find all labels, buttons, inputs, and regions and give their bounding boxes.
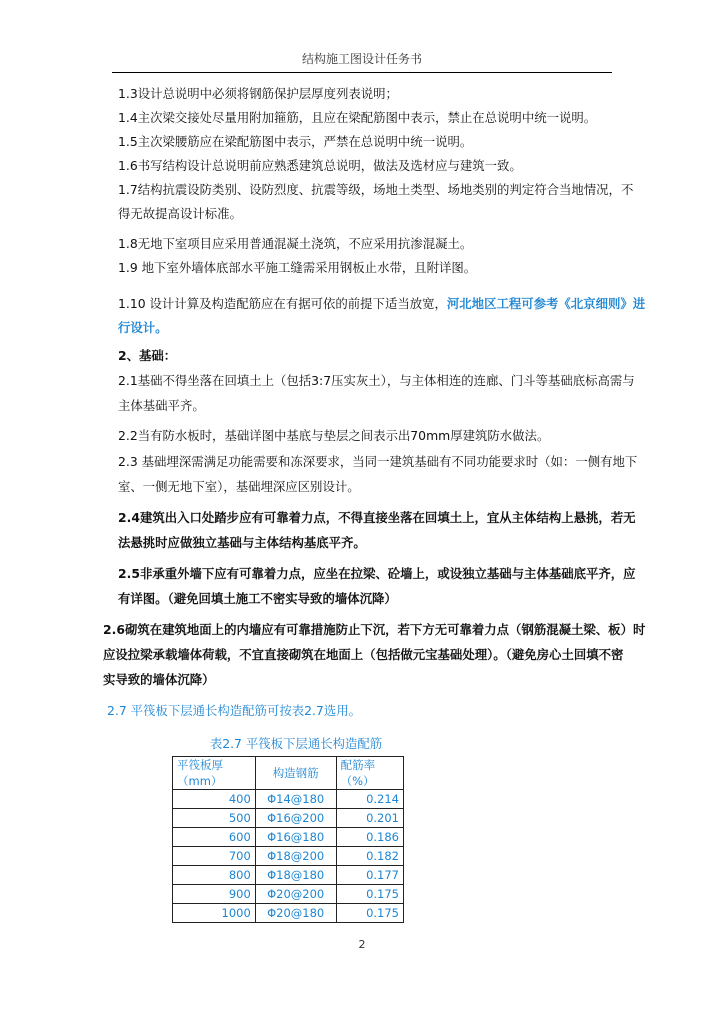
text-line: [118, 259, 476, 277]
text-line: [118, 295, 645, 313]
text-line-content: 2、基础：: [118, 348, 177, 363]
text-line-content: 得无故提高设计标准。: [118, 206, 242, 221]
table-row: [173, 847, 404, 866]
header-thickness-unit: （mm）: [177, 774, 223, 788]
text-line: [118, 534, 366, 552]
text-line-content: 2.6砌筑在建筑地面上的内墙应有可靠措施防止下沉，若下方无可靠着力点（钢筋混凝土梁、板）时: [103, 622, 646, 637]
text-line-content: 1.4主次梁交接处尽量用附加箍筋，且应在梁配筋图中表示，禁止在总说明中统一说明。: [118, 110, 597, 125]
text-line: [118, 319, 168, 337]
header-ratio-unit: （%）: [340, 774, 375, 788]
text-line: [103, 671, 215, 689]
text-line-content: 1.9 地下室外墙体底部水平施工缝需采用钢板止水带，且附详图。: [118, 260, 477, 275]
table-row: [173, 809, 404, 828]
text-line-content: 主体基础平齐。: [118, 398, 205, 413]
text-line-content: 1.6书写结构设计总说明前应熟悉建筑总说明，做法及选材应与建筑一致。: [118, 158, 522, 173]
cell-thickness: 1000: [173, 904, 256, 923]
table-row: [173, 828, 404, 847]
header-rebar: [255, 757, 336, 790]
header-ratio-label: 配筋率: [340, 758, 376, 772]
cell-rebar: Φ16@180: [255, 828, 336, 847]
table-row: [173, 885, 404, 904]
cell-ratio: 0.214: [336, 790, 403, 809]
cell-thickness: 400: [173, 790, 256, 809]
text-line: [118, 133, 472, 151]
text-line-content: 1.3设计总说明中必须将钢筋保护层厚度列表说明；: [118, 86, 398, 101]
cell-ratio: 0.201: [336, 809, 403, 828]
text-line-content: 实导致的墙体沉降）: [103, 672, 215, 687]
text-line: [118, 181, 633, 199]
cell-rebar: Φ16@200: [255, 809, 336, 828]
header-rebar-label: 构造钢筋: [272, 766, 319, 780]
text-line-content: 2.3 基础埋深需满足功能需要和冻深要求，当同一建筑基础有不同功能要求时（如：一侧有地下: [118, 454, 638, 469]
text-line: [118, 235, 472, 253]
table-row: [173, 790, 404, 809]
text-line: [118, 205, 242, 223]
page-header-title: 结构施工图设计任务书: [301, 52, 422, 66]
cell-thickness: 900: [173, 885, 256, 904]
cell-rebar: Φ20@180: [255, 904, 336, 923]
cell-ratio: 0.182: [336, 847, 403, 866]
rebar-table: [172, 756, 404, 923]
text-line: [118, 347, 176, 365]
cell-rebar: Φ14@180: [255, 790, 336, 809]
cell-ratio: 0.175: [336, 885, 403, 904]
cell-thickness: 800: [173, 866, 256, 885]
header-thickness: [173, 757, 256, 790]
text-line: [118, 427, 549, 445]
text-line-content: 1.7结构抗震设防类别、设防烈度、抗震等级，场地土类型、场地类别的判定符合当地情况，不: [118, 182, 634, 197]
text-line: [118, 590, 397, 608]
table-caption: 表2.7 平筏板下层通长构造配筋: [209, 736, 383, 751]
text-line-content: 2.5非承重外墙下应有可靠着力点，应坐在拉梁、砼墙上，或设独立基础与主体基础底平齐，应: [118, 566, 636, 581]
text-line-content: 有详图。（避免回填土施工不密实导致的墙体沉降）: [118, 591, 397, 606]
text-line-content: 2.4建筑出入口处踏步应有可靠着力点，不得直接坐落在回填土上，宜从主体结构上悬挑，若无: [118, 510, 636, 525]
text-line-content: 1.5主次梁腰筋应在梁配筋图中表示，严禁在总说明中统一说明。: [118, 134, 473, 149]
text-line: [118, 565, 636, 583]
text-line-content: 法悬挑时应做独立基础与主体结构基底平齐。: [118, 535, 366, 550]
text-line: [118, 453, 637, 471]
cell-ratio: 0.177: [336, 866, 403, 885]
header-ratio: [336, 757, 403, 790]
text-line: [118, 85, 398, 103]
cell-ratio: 0.175: [336, 904, 403, 923]
cell-thickness: 600: [173, 828, 256, 847]
table-row: [173, 904, 404, 923]
text-line: [107, 702, 361, 720]
cell-rebar: Φ18@180: [255, 866, 336, 885]
table-header-row: [173, 757, 404, 790]
text-line-content: 行设计。: [118, 320, 168, 335]
text-line-content: 室、一侧无地下室），基础埋深应区别设计。: [118, 479, 360, 494]
text-line-content: 2.1基础不得坐落在回填土上（包括3:7压实灰土），与主体相连的连廊、门斗等基础底标高需与: [118, 373, 635, 388]
text-line-content: 1.10 设计计算及构造配筋应在有据可依的前提下适当放宽，: [118, 296, 447, 311]
text-line: [118, 509, 636, 527]
text-line: [103, 621, 645, 639]
text-line: [118, 157, 522, 175]
text-line: [118, 478, 360, 496]
text-line-content: 1.8无地下室项目应采用普通混凝土浇筑，不应采用抗渗混凝土。: [118, 236, 473, 251]
cell-rebar: Φ18@200: [255, 847, 336, 866]
text-line: [118, 109, 596, 127]
table-body: [173, 790, 404, 923]
text-line: [118, 397, 205, 415]
text-line-content: 2.7 平筏板下层通长构造配筋可按表2.7选用。: [107, 703, 361, 718]
page-number: 2: [358, 938, 366, 951]
cell-ratio: 0.186: [336, 828, 403, 847]
text-line: [103, 646, 623, 664]
text-line-highlight: 河北地区工程可参考《北京细则》进: [446, 296, 646, 311]
cell-thickness: 500: [173, 809, 256, 828]
cell-rebar: Φ20@200: [255, 885, 336, 904]
text-line: [118, 372, 635, 390]
header-thickness-label: 平筏板厚: [177, 758, 223, 772]
text-line-content: 2.2当有防水板时，基础详图中基底与垫层之间表示出70mm厚建筑防水做法。: [118, 428, 550, 443]
cell-thickness: 700: [173, 847, 256, 866]
text-line-content: 应设拉梁承载墙体荷载，不宜直接砌筑在地面上（包括做元宝基础处理）。（避免房心土回填不密: [103, 647, 624, 662]
header-divider: [112, 72, 612, 73]
table-row: [173, 866, 404, 885]
